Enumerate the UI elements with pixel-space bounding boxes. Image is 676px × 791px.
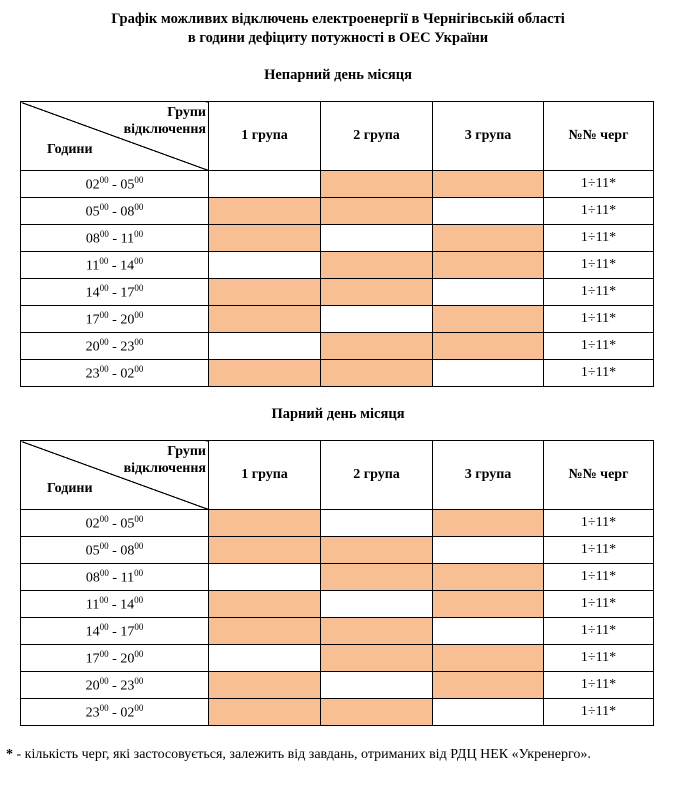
- time-separator: -: [108, 366, 121, 382]
- group-2-outage-cell: [321, 564, 433, 591]
- time-to-minutes: 00: [134, 540, 144, 551]
- hours-header-label: Години: [47, 142, 93, 157]
- time-to-hour: 08: [120, 543, 135, 559]
- time-range-cell: [21, 564, 209, 591]
- group-3-outage-cell: [433, 225, 544, 252]
- group-3-outage-cell: [433, 645, 544, 672]
- time-to-hour: 14: [120, 258, 135, 274]
- group-3-cell: [433, 279, 544, 306]
- group-3-outage-cell: [433, 333, 544, 360]
- table-row: [21, 171, 654, 198]
- table-row: [21, 618, 654, 645]
- queue-cell: 1÷11*: [544, 306, 654, 333]
- time-to-minutes: 00: [134, 336, 144, 347]
- time-to-minutes: 00: [134, 228, 144, 239]
- header-group3: 3 група: [433, 441, 544, 510]
- time-from-hour: 17: [85, 312, 100, 328]
- queue-cell: 1÷11*: [544, 171, 654, 198]
- time-from-hour: 05: [85, 204, 100, 220]
- group-2-outage-cell: [321, 252, 433, 279]
- time-range-cell: [21, 537, 209, 564]
- group-2-outage-cell: [321, 645, 433, 672]
- time-to-hour: 11: [120, 231, 135, 247]
- table-header-row: [21, 102, 654, 171]
- group-2-outage-cell: [321, 171, 433, 198]
- time-to-hour: 23: [120, 339, 135, 355]
- even-day-schedule-table: [20, 440, 654, 726]
- time-from-hour: 20: [85, 678, 100, 694]
- time-from-hour: 11: [85, 597, 100, 613]
- time-range-cell: [21, 279, 209, 306]
- time-from-minutes: 00: [99, 567, 109, 578]
- document-title: [0, 10, 676, 48]
- footnote: [6, 744, 656, 765]
- footnote-text: - кількість черг, які застосовується, залежить від завдань, отриманих від РДЦ НЕК «Укренерго».: [13, 747, 591, 762]
- time-to-minutes: 00: [134, 513, 144, 524]
- time-to-hour: 14: [120, 597, 135, 613]
- time-to-minutes: 00: [134, 174, 144, 185]
- time-to-hour: 02: [120, 366, 135, 382]
- group-1-outage-cell: [209, 306, 321, 333]
- time-range-cell: [21, 198, 209, 225]
- group-1-cell: [209, 564, 321, 591]
- group-3-outage-cell: [433, 591, 544, 618]
- time-to-minutes: 00: [134, 363, 144, 374]
- queue-cell: 1÷11*: [544, 225, 654, 252]
- table-row: [21, 564, 654, 591]
- time-separator: -: [108, 678, 121, 694]
- time-from-minutes: 00: [99, 621, 109, 632]
- time-separator: -: [108, 570, 121, 586]
- queue-cell: 1÷11*: [544, 360, 654, 387]
- time-separator: -: [108, 177, 121, 193]
- group-3-outage-cell: [433, 510, 544, 537]
- header-queues: №№ черг: [544, 102, 654, 171]
- group-2-outage-cell: [321, 618, 433, 645]
- groups-label-line-2: відключення: [123, 122, 206, 137]
- time-range-cell: [21, 171, 209, 198]
- groups-label-line-1: Групи: [167, 105, 206, 120]
- table-row: [21, 360, 654, 387]
- time-to-hour: 08: [120, 204, 135, 220]
- group-3-cell: [433, 198, 544, 225]
- time-to-hour: 05: [120, 177, 135, 193]
- group-2-cell: [321, 672, 433, 699]
- time-from-minutes: 00: [99, 675, 109, 686]
- even-day-subtitle: Парний день місяця: [271, 406, 405, 422]
- time-from-minutes: 00: [99, 594, 109, 605]
- time-range-cell: [21, 225, 209, 252]
- queue-cell: 1÷11*: [544, 564, 654, 591]
- queue-cell: 1÷11*: [544, 537, 654, 564]
- groups-header-label: [124, 104, 206, 138]
- header-group1: 1 група: [209, 102, 321, 171]
- time-from-hour: 02: [85, 177, 100, 193]
- group-1-outage-cell: [209, 537, 321, 564]
- time-from-minutes: 00: [99, 255, 109, 266]
- time-to-hour: 02: [120, 705, 135, 721]
- header-queues: №№ черг: [544, 441, 654, 510]
- table-row: [21, 306, 654, 333]
- group-1-cell: [209, 252, 321, 279]
- time-from-hour: 08: [85, 231, 100, 247]
- time-separator: -: [108, 516, 121, 532]
- group-2-outage-cell: [321, 699, 433, 726]
- time-from-minutes: 00: [99, 702, 109, 713]
- time-to-minutes: 00: [134, 594, 144, 605]
- time-to-hour: 05: [120, 516, 135, 532]
- table-row: [21, 672, 654, 699]
- table-row: [21, 699, 654, 726]
- time-from-minutes: 00: [99, 336, 109, 347]
- time-to-hour: 17: [120, 624, 135, 640]
- time-range-cell: [21, 618, 209, 645]
- time-to-hour: 11: [120, 570, 135, 586]
- queue-cell: 1÷11*: [544, 672, 654, 699]
- group-1-outage-cell: [209, 225, 321, 252]
- group-3-outage-cell: [433, 306, 544, 333]
- groups-header-label: [124, 443, 206, 477]
- group-3-cell: [433, 618, 544, 645]
- queue-cell: 1÷11*: [544, 618, 654, 645]
- time-from-hour: 23: [85, 366, 100, 382]
- odd-day-schedule-table: [20, 101, 654, 387]
- time-range-cell: [21, 306, 209, 333]
- time-separator: -: [108, 312, 121, 328]
- time-separator: -: [108, 258, 121, 274]
- time-to-minutes: 00: [134, 309, 144, 320]
- table-row: [21, 537, 654, 564]
- header-group2: 2 група: [321, 102, 433, 171]
- group-1-outage-cell: [209, 279, 321, 306]
- time-range-cell: [21, 360, 209, 387]
- time-separator: -: [108, 651, 121, 667]
- time-range-cell: [21, 672, 209, 699]
- time-to-minutes: 00: [134, 201, 144, 212]
- time-to-minutes: 00: [134, 282, 144, 293]
- time-range-cell: [21, 591, 209, 618]
- time-from-minutes: 00: [99, 282, 109, 293]
- time-from-minutes: 00: [99, 513, 109, 524]
- time-from-minutes: 00: [99, 648, 109, 659]
- table-row: [21, 198, 654, 225]
- queue-cell: 1÷11*: [544, 333, 654, 360]
- header-group3: 3 група: [433, 102, 544, 171]
- time-range-cell: [21, 252, 209, 279]
- time-separator: -: [108, 285, 121, 301]
- group-1-outage-cell: [209, 699, 321, 726]
- time-to-minutes: 00: [134, 255, 144, 266]
- title-line-2: в години дефіциту потужності в ОЕС України: [187, 30, 489, 46]
- table-row: [21, 252, 654, 279]
- queue-cell: 1÷11*: [544, 645, 654, 672]
- table-row: [21, 333, 654, 360]
- time-from-minutes: 00: [99, 540, 109, 551]
- time-to-hour: 23: [120, 678, 135, 694]
- table-row: [21, 591, 654, 618]
- groups-label-line-1: Групи: [167, 444, 206, 459]
- group-2-outage-cell: [321, 279, 433, 306]
- group-3-outage-cell: [433, 564, 544, 591]
- queue-cell: 1÷11*: [544, 591, 654, 618]
- group-1-outage-cell: [209, 672, 321, 699]
- time-from-hour: 17: [85, 651, 100, 667]
- time-range-cell: [21, 699, 209, 726]
- group-1-outage-cell: [209, 510, 321, 537]
- header-group2: 2 група: [321, 441, 433, 510]
- time-to-hour: 17: [120, 285, 135, 301]
- time-from-minutes: 00: [99, 228, 109, 239]
- header-corner-cell: [21, 441, 209, 510]
- time-from-hour: 14: [85, 624, 100, 640]
- group-1-cell: [209, 333, 321, 360]
- time-from-minutes: 00: [99, 309, 109, 320]
- time-from-minutes: 00: [99, 201, 109, 212]
- time-to-minutes: 00: [134, 675, 144, 686]
- time-separator: -: [108, 624, 121, 640]
- group-3-outage-cell: [433, 672, 544, 699]
- groups-label-line-2: відключення: [123, 461, 206, 476]
- queue-cell: 1÷11*: [544, 279, 654, 306]
- header-group1: 1 група: [209, 441, 321, 510]
- time-separator: -: [108, 339, 121, 355]
- time-from-hour: 08: [85, 570, 100, 586]
- time-from-hour: 05: [85, 543, 100, 559]
- group-2-cell: [321, 510, 433, 537]
- time-to-hour: 20: [120, 312, 135, 328]
- time-to-minutes: 00: [134, 648, 144, 659]
- title-line-1: Графік можливих відключень електроенергії в Чернігівській області: [111, 11, 565, 27]
- time-to-hour: 20: [120, 651, 135, 667]
- table-row: [21, 279, 654, 306]
- time-separator: -: [108, 597, 121, 613]
- queue-cell: 1÷11*: [544, 699, 654, 726]
- group-1-outage-cell: [209, 198, 321, 225]
- time-range-cell: [21, 333, 209, 360]
- queue-cell: 1÷11*: [544, 252, 654, 279]
- group-2-outage-cell: [321, 537, 433, 564]
- time-from-hour: 23: [85, 705, 100, 721]
- group-3-cell: [433, 537, 544, 564]
- header-corner-cell: [21, 102, 209, 171]
- group-2-outage-cell: [321, 333, 433, 360]
- odd-day-subtitle: Непарний день місяця: [264, 67, 412, 83]
- group-1-cell: [209, 645, 321, 672]
- time-range-cell: [21, 510, 209, 537]
- group-1-outage-cell: [209, 591, 321, 618]
- time-separator: -: [108, 204, 121, 220]
- time-from-minutes: 00: [99, 363, 109, 374]
- hours-header-label: Години: [47, 481, 93, 496]
- time-to-minutes: 00: [134, 702, 144, 713]
- group-3-outage-cell: [433, 252, 544, 279]
- group-3-cell: [433, 360, 544, 387]
- table-row: [21, 510, 654, 537]
- group-2-cell: [321, 306, 433, 333]
- footnote-star: *: [6, 747, 13, 762]
- time-range-cell: [21, 645, 209, 672]
- time-from-minutes: 00: [99, 174, 109, 185]
- queue-cell: 1÷11*: [544, 510, 654, 537]
- time-from-hour: 02: [85, 516, 100, 532]
- time-separator: -: [108, 543, 121, 559]
- time-to-minutes: 00: [134, 621, 144, 632]
- table-row: [21, 645, 654, 672]
- group-2-cell: [321, 591, 433, 618]
- time-from-hour: 14: [85, 285, 100, 301]
- time-separator: -: [108, 231, 121, 247]
- group-2-outage-cell: [321, 198, 433, 225]
- time-from-hour: 20: [85, 339, 100, 355]
- time-to-minutes: 00: [134, 567, 144, 578]
- table-row: [21, 225, 654, 252]
- group-3-cell: [433, 699, 544, 726]
- group-2-outage-cell: [321, 360, 433, 387]
- table-header-row: [21, 441, 654, 510]
- time-separator: -: [108, 705, 121, 721]
- time-from-hour: 11: [85, 258, 100, 274]
- queue-cell: 1÷11*: [544, 198, 654, 225]
- group-1-outage-cell: [209, 360, 321, 387]
- group-3-outage-cell: [433, 171, 544, 198]
- group-1-outage-cell: [209, 618, 321, 645]
- group-1-cell: [209, 171, 321, 198]
- group-2-cell: [321, 225, 433, 252]
